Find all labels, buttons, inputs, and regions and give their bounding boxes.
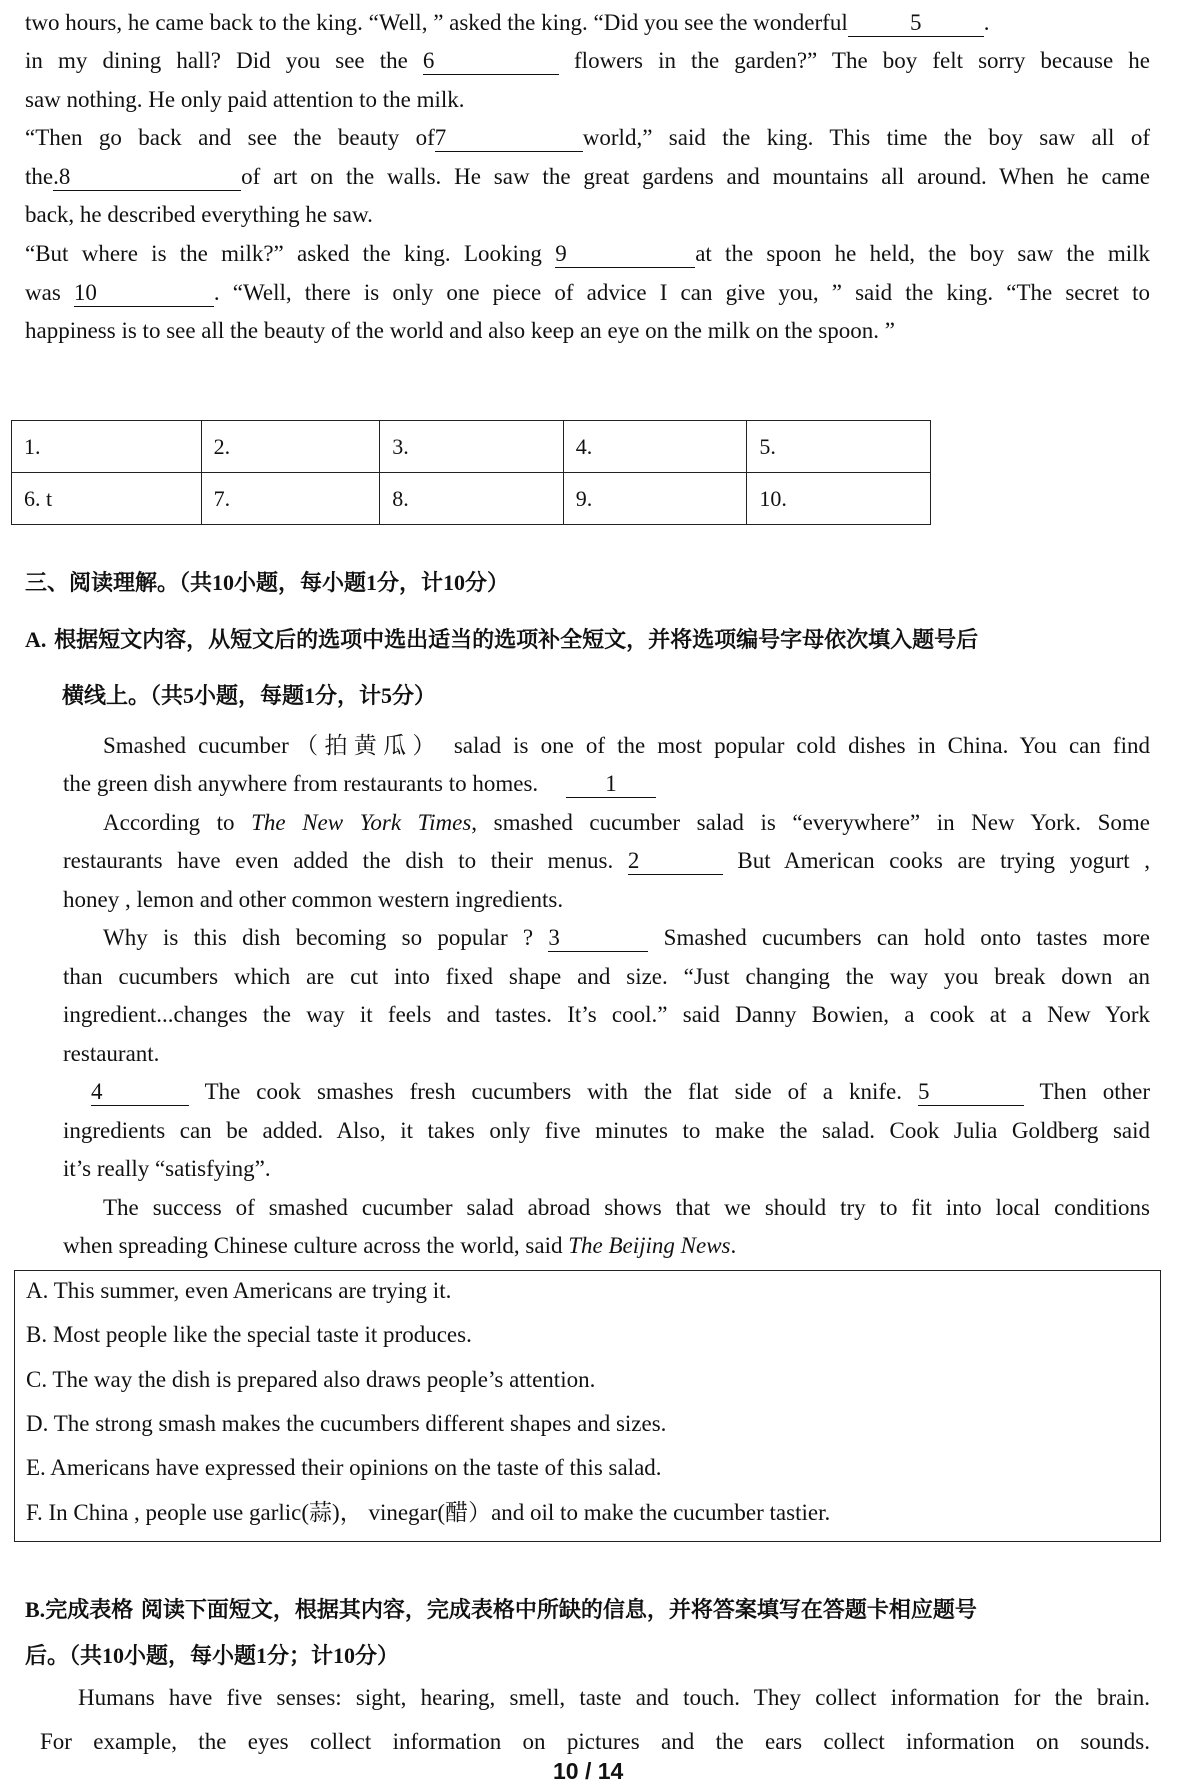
answer-table: [11, 420, 931, 525]
part-a-instructions: A. 根据短文内容，从短文后的选项中选出适当的选项补全短文，并将选项编号字母依次填入题号后: [25, 627, 979, 653]
passage-a-line-5: honey , lemon and other common western ingredients.: [63, 887, 564, 912]
cloze-line-5: the.8 of art on the walls. He saw the great gardens and mountains all around. When he came: [25, 164, 1150, 189]
passage-a-line-2: the green dish anywhere from restaurants to homes. 1: [63, 769, 656, 799]
answer-cell-7[interactable]: 7.: [201, 473, 380, 525]
answer-cell-1[interactable]: 1.: [12, 421, 202, 473]
cloze-line-4: “Then go back and see the beauty of7 world,” said the king. This time the boy saw all of: [25, 125, 1150, 150]
part-b-instructions-2: 后。（共10小题，每小题1分；计10分）: [25, 1643, 400, 1669]
table-row: [12, 421, 931, 473]
blank-10: 10: [74, 280, 214, 307]
passage-a-line-4: restaurants have even added the dish to their menus. 2 But American cooks are trying yogurt ,: [63, 848, 1150, 873]
passage-a-line-13: The success of smashed cucumber salad abroad shows that we should try to fit into local conditions: [103, 1195, 1150, 1220]
passage-a-line-12: it’s really “satisfying”.: [63, 1156, 271, 1181]
blank-8: .8: [53, 164, 241, 191]
cloze-line-3: saw nothing. He only paid attention to the milk.: [25, 87, 465, 112]
option-a: A. This summer, even Americans are trying it.: [26, 1278, 452, 1303]
part-b-passage-line-2: For example, the eyes collect information on pictures and the ears collect information on sounds.: [40, 1729, 1150, 1754]
blank-9: 9: [555, 241, 695, 268]
option-f: F. In China , people use garlic(蒜)， vinegar(醋）and oil to make the cucumber tastier.: [26, 1500, 831, 1525]
blank-a3: 3: [548, 925, 648, 952]
answer-cell-4[interactable]: 4.: [563, 421, 747, 473]
cloze-line-6: back, he described everything he saw.: [25, 202, 373, 227]
blank-a2: 2: [628, 848, 723, 875]
part-b-passage-line-1: Humans have five senses: sight, hearing, smell, taste and touch. They collect information for the brain.: [78, 1685, 1150, 1710]
answer-cell-8[interactable]: 8.: [380, 473, 564, 525]
passage-a-line-14: when spreading Chinese culture across the world, said The Beijing News.: [63, 1233, 737, 1258]
cloze-line-8: was 10 . “Well, there is only one piece of advice I can give you, ” said the king. “The secret to: [25, 280, 1150, 305]
section-heading: 三、阅读理解。（共10小题，每小题1分，计10分）: [25, 570, 510, 596]
part-b-instructions: B.完成表格 阅读下面短文，根据其内容，完成表格中所缺的信息，并将答案填写在答题卡相应题号: [25, 1597, 977, 1623]
table-row: [12, 473, 931, 525]
blank-a5: 5: [918, 1079, 1024, 1106]
passage-a-line-10: 4 The cook smashes fresh cucumbers with the flat side of a knife. 5 Then other: [91, 1079, 1151, 1104]
answer-cell-5[interactable]: 5.: [747, 421, 931, 473]
blank-5: 5: [848, 10, 984, 37]
blank-a4: 4: [91, 1079, 189, 1106]
part-a-instructions-2: 横线上。（共5小题，每题1分，计5分）: [62, 683, 437, 709]
cloze-line-1: two hours, he came back to the king. “Well, ” asked the king. “Did you see the wonderful 5 .: [25, 10, 990, 35]
cloze-line-2: in my dining hall? Did you see the 6 flowers in the garden?” The boy felt sorry because he: [25, 48, 1151, 73]
answer-cell-10[interactable]: 10.: [747, 473, 931, 525]
option-c: C. The way the dish is prepared also draws people’s attention.: [26, 1367, 596, 1392]
page-number: 10 / 14: [553, 1758, 624, 1784]
blank-6: 6: [423, 48, 559, 75]
option-b: B. Most people like the special taste it produces.: [26, 1322, 472, 1347]
option-e: E. Americans have expressed their opinions on the taste of this salad.: [26, 1455, 662, 1480]
passage-a-line-1: Smashed cucumber（拍黄瓜） salad is one of the most popular cold dishes in China. You can find: [103, 733, 1150, 758]
options-box: [14, 1270, 1161, 1542]
cloze-line-7: “But where is the milk?” asked the king. Looking 9 at the spoon he held, the boy saw the milk: [25, 241, 1151, 266]
answer-cell-3[interactable]: 3.: [380, 421, 564, 473]
passage-a-line-6: Why is this dish becoming so popular ? 3 Smashed cucumbers can hold onto tastes more: [103, 925, 1151, 950]
passage-a-line-7: than cucumbers which are cut into fixed shape and size. “Just changing the way you break down an: [63, 964, 1150, 989]
answer-cell-2[interactable]: 2.: [201, 421, 380, 473]
passage-a-line-3: According to The New York Times, smashed cucumber salad is “everywhere” in New York. Some: [103, 810, 1151, 835]
answer-cell-6[interactable]: 6. t: [12, 473, 202, 525]
blank-a1: 1: [566, 771, 656, 798]
option-d: D. The strong smash makes the cucumbers different shapes and sizes.: [26, 1411, 667, 1436]
passage-a-line-11: ingredients can be added. Also, it takes only five minutes to make the salad. Cook Julia Goldberg said: [63, 1118, 1150, 1143]
cloze-line-9: happiness is to see all the beauty of the world and also keep an eye on the milk on the spoon. ”: [25, 318, 895, 343]
passage-a-line-8: ingredient...changes the way it feels and tastes. It’s cool.” said Danny Bowien, a cook at a New York: [63, 1002, 1150, 1027]
answer-cell-9[interactable]: 9.: [563, 473, 747, 525]
passage-a-line-9: restaurant.: [63, 1041, 160, 1066]
blank-7: 7: [435, 125, 583, 152]
